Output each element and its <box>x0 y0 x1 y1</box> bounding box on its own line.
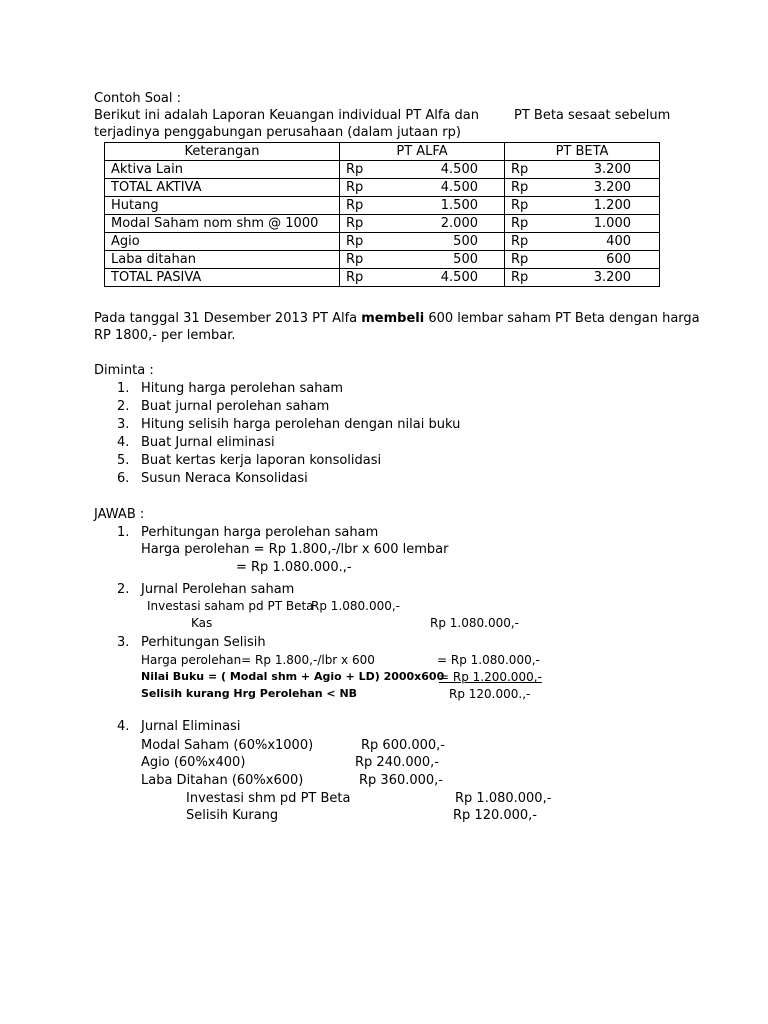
currency-label: Rp <box>511 216 529 231</box>
currency-label: Rp <box>511 180 529 195</box>
table-row <box>105 215 660 233</box>
table-header-row <box>105 143 660 161</box>
currency-label: Rp <box>511 270 529 285</box>
value-beta: 3.200 <box>593 162 631 177</box>
table-row <box>105 251 660 269</box>
heading-diminta: Diminta : <box>94 363 154 378</box>
cell-alfa <box>340 197 505 215</box>
currency-label: Rp <box>346 252 364 267</box>
cell-beta <box>505 215 660 233</box>
s1-line-2: = Rp 1.080.000.,- <box>236 560 352 575</box>
intro-line-2: terjadinya penggabungan perusahaan (dalam jutaan rp) <box>94 125 461 140</box>
s2-credit-amount: Rp 1.080.000,- <box>430 616 519 630</box>
list-item-number: 5. <box>117 453 130 468</box>
s1-title: Perhitungan harga perolehan saham <box>141 525 379 540</box>
s4-title: Jurnal Eliminasi <box>141 719 241 734</box>
currency-label: Rp <box>511 234 529 249</box>
value-beta: 600 <box>606 252 631 267</box>
cell-beta <box>505 269 660 287</box>
cell-alfa <box>340 251 505 269</box>
cell-beta <box>505 179 660 197</box>
s3-line-2-amount: = Rp 1.200.000,- <box>439 670 542 684</box>
currency-label: Rp <box>346 162 364 177</box>
list-item-number: 2. <box>117 399 130 414</box>
s4-row-1-label: Modal Saham (60%x1000) <box>141 738 314 753</box>
cell-alfa <box>340 179 505 197</box>
s3-line-3-label: Selisih kurang Hrg Perolehan < NB <box>141 687 358 700</box>
value-beta: 1.200 <box>593 198 631 213</box>
list-item-number: 6. <box>117 471 130 486</box>
intro-line-1a: Berikut ini adalah Laporan Keuangan individual PT Alfa dan <box>94 108 479 123</box>
s4-row-4-label: Investasi shm pd PT Beta <box>186 791 351 806</box>
value-alfa: 500 <box>453 252 478 267</box>
cell-beta <box>505 233 660 251</box>
value-alfa: 1.500 <box>440 198 478 213</box>
table-row <box>105 233 660 251</box>
s4-number: 4. <box>117 719 130 734</box>
paragraph-text-a: Pada tanggal 31 Desember 2013 PT Alfa <box>94 311 362 326</box>
currency-label: Rp <box>346 234 364 249</box>
s3-line-1-label: Harga perolehan= Rp 1.800,-/lbr x 600 <box>141 653 375 667</box>
currency-label: Rp <box>511 198 529 213</box>
cell-label: TOTAL PASIVA <box>105 269 340 287</box>
table-row <box>105 161 660 179</box>
currency-label: Rp <box>346 180 364 195</box>
s4-row-3-amount: Rp 360.000,- <box>359 773 443 788</box>
s4-row-1-amount: Rp 600.000,- <box>361 738 445 753</box>
s2-title: Jurnal Perolehan saham <box>141 582 295 597</box>
cell-label: Aktiva Lain <box>105 161 340 179</box>
s4-row-5-amount: Rp 120.000,- <box>453 808 537 823</box>
cell-alfa <box>340 161 505 179</box>
cell-label: TOTAL AKTIVA <box>105 179 340 197</box>
s1-line-1: Harga perolehan = Rp 1.800,-/lbr x 600 lembar <box>141 542 449 557</box>
cell-label: Agio <box>105 233 340 251</box>
list-item: Buat jurnal perolehan saham <box>141 399 330 414</box>
value-beta: 3.200 <box>593 270 631 285</box>
s2-number: 2. <box>117 582 130 597</box>
value-alfa: 4.500 <box>440 270 478 285</box>
cell-beta <box>505 197 660 215</box>
paragraph-text-b: 600 lembar saham PT Beta dengan harga <box>424 311 700 326</box>
table-row <box>105 269 660 287</box>
header-pt-alfa: PT ALFA <box>340 143 505 161</box>
value-alfa: 2.000 <box>440 216 478 231</box>
cell-beta <box>505 251 660 269</box>
value-alfa: 500 <box>453 234 478 249</box>
list-item: Hitung harga perolehan saham <box>141 381 344 396</box>
currency-label: Rp <box>346 216 364 231</box>
cell-alfa <box>340 233 505 251</box>
s3-line-2-label: Nilai Buku = ( Modal shm + Agio + LD) 2000x600 <box>141 670 445 683</box>
list-item-number: 1. <box>117 381 130 396</box>
currency-label: Rp <box>346 198 364 213</box>
currency-label: Rp <box>346 270 364 285</box>
cell-label: Modal Saham nom shm @ 1000 <box>105 215 340 233</box>
list-item: Buat kertas kerja laporan konsolidasi <box>141 453 382 468</box>
s4-row-4-amount: Rp 1.080.000,- <box>455 791 552 806</box>
cell-label: Hutang <box>105 197 340 215</box>
cell-beta <box>505 161 660 179</box>
value-beta: 1.000 <box>593 216 631 231</box>
s4-row-2-label: Agio (60%x400) <box>141 755 246 770</box>
list-item-number: 3. <box>117 417 130 432</box>
list-item: Susun Neraca Konsolidasi <box>141 471 308 486</box>
s3-line-1-amount: = Rp 1.080.000,- <box>437 653 540 667</box>
s4-row-2-amount: Rp 240.000,- <box>355 755 439 770</box>
value-alfa: 4.500 <box>440 180 478 195</box>
value-beta: 400 <box>606 234 631 249</box>
cell-alfa <box>340 269 505 287</box>
s1-number: 1. <box>117 525 130 540</box>
s3-line-3-amount: Rp 120.000.,- <box>449 687 531 701</box>
header-keterangan: Keterangan <box>105 143 340 161</box>
header-pt-beta: PT BETA <box>505 143 660 161</box>
currency-label: Rp <box>511 252 529 267</box>
cell-alfa <box>340 215 505 233</box>
s2-credit-label: Kas <box>191 616 213 630</box>
s3-number: 3. <box>117 635 130 650</box>
s4-row-5-label: Selisih Kurang <box>186 808 279 823</box>
list-item: Hitung selisih harga perolehan dengan nilai buku <box>141 417 461 432</box>
s3-title: Perhitungan Selisih <box>141 635 266 650</box>
paragraph-line-2: RP 1800,- per lembar. <box>94 328 236 343</box>
intro-line-1b: PT Beta sesaat sebelum <box>514 108 671 123</box>
value-alfa: 4.500 <box>440 162 478 177</box>
table-row <box>105 179 660 197</box>
paragraph-bold-word: membeli <box>361 311 425 326</box>
value-beta: 3.200 <box>593 180 631 195</box>
heading-contoh-soal: Contoh Soal : <box>94 91 181 106</box>
paragraph-line-1 <box>94 310 700 328</box>
list-item-number: 4. <box>117 435 130 450</box>
cell-label: Laba ditahan <box>105 251 340 269</box>
heading-jawab: JAWAB : <box>94 507 145 522</box>
table-row <box>105 197 660 215</box>
s4-row-3-label: Laba Ditahan (60%x600) <box>141 773 304 788</box>
currency-label: Rp <box>511 162 529 177</box>
list-item: Buat Jurnal eliminasi <box>141 435 275 450</box>
s2-debit-label: Investasi saham pd PT Beta <box>147 599 314 613</box>
financial-table <box>104 142 660 287</box>
s2-debit-amount: Rp 1.080.000,- <box>311 599 400 613</box>
